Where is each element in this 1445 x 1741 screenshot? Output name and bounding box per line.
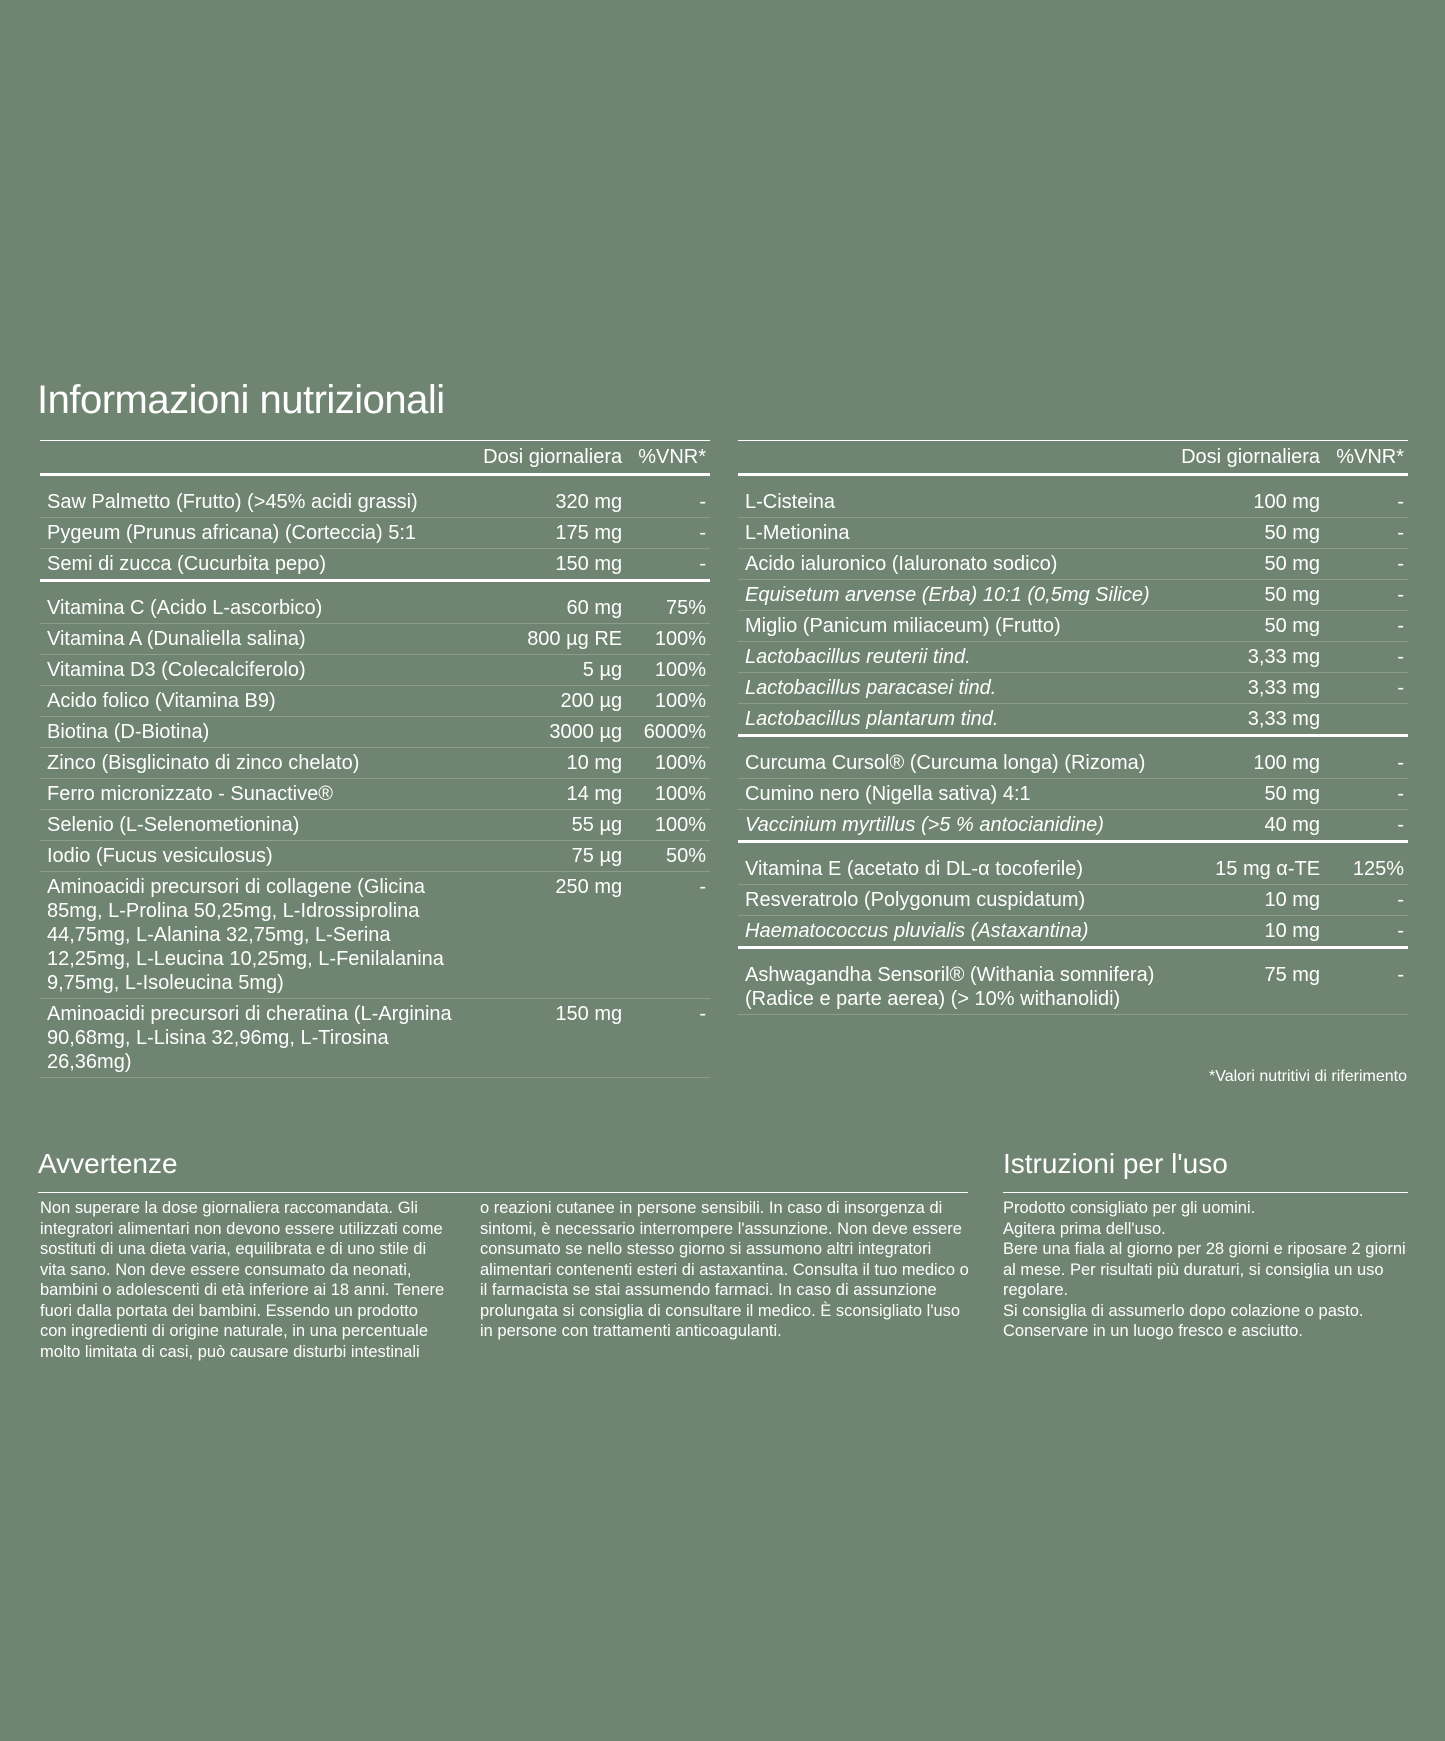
- ingredient-name: Acido folico (Vitamina B9): [40, 686, 476, 717]
- table-row: [40, 624, 710, 655]
- header-vnr: %VNR*: [630, 441, 710, 475]
- table-row: [40, 810, 710, 841]
- ingredient-name: Vitamina A (Dunaliella salina): [40, 624, 476, 655]
- ingredient-vnr: -: [1328, 611, 1408, 642]
- table-row: [40, 779, 710, 810]
- ingredient-vnr: -: [630, 872, 710, 999]
- ingredient-dose: 150 mg: [476, 999, 630, 1078]
- footnote: *Valori nutritivi di riferimento: [1209, 1068, 1407, 1085]
- ingredient-dose: 320 mg: [476, 475, 630, 518]
- ingredient-name: Vitamina E (acetato di DL-α tocoferile): [738, 842, 1174, 885]
- ingredient-dose: 40 mg: [1174, 810, 1328, 842]
- ingredient-vnr: -: [630, 475, 710, 518]
- table-row: [40, 748, 710, 779]
- ingredient-vnr: -: [1328, 885, 1408, 916]
- ingredient-vnr: 6000%: [630, 717, 710, 748]
- ingredient-dose: 75 mg: [1174, 948, 1328, 1015]
- ingredient-dose: 250 mg: [476, 872, 630, 999]
- table-header-row: [738, 441, 1408, 475]
- ingredient-vnr: -: [630, 999, 710, 1078]
- ingredient-name: Ashwagandha Sensoril® (Withania somnifera) (Radice e parte aerea) (> 10% withanolidi): [738, 948, 1174, 1015]
- table-row: [40, 655, 710, 686]
- table-row: [738, 549, 1408, 580]
- ingredient-name: Ferro micronizzato - Sunactive®: [40, 779, 476, 810]
- table-row: [40, 717, 710, 748]
- warnings-text-col1: Non superare la dose giornaliera raccomandata. Gli integratori alimentari non devono essere utilizzati come sostituti di una dieta varia, equilibrata e di uno stile di vita sano. Non deve essere consumato da neonati, bambini o adolescenti di età inferiore ai 18 anni. Tenere fuori dalla portata dei bambini. Essendo un prodotto con ingredienti di origine naturale, in una percentuale molto limitata di casi, può causare disturbi intestinali: [40, 1199, 445, 1361]
- table-row: [40, 999, 710, 1078]
- usage-line: Prodotto consigliato per gli uomini.: [1003, 1199, 1256, 1217]
- ingredient-dose: 3,33 mg: [1174, 704, 1328, 736]
- ingredient-name: Lactobacillus plantarum tind.: [738, 704, 1174, 736]
- ingredient-name: Equisetum arvense (Erba) 10:1 (0,5mg Silice): [738, 580, 1174, 611]
- ingredient-vnr: 125%: [1328, 842, 1408, 885]
- table-row: [738, 916, 1408, 948]
- ingredient-vnr: 100%: [630, 686, 710, 717]
- table-row: [738, 842, 1408, 885]
- table-row: [738, 580, 1408, 611]
- table-row: [40, 841, 710, 872]
- ingredient-name: Semi di zucca (Cucurbita pepo): [40, 549, 476, 581]
- ingredient-name: Vaccinium myrtillus (>5 % antocianidine): [738, 810, 1174, 842]
- ingredient-group: [738, 948, 1408, 1015]
- usage-line: Agitera prima dell'uso.: [1003, 1219, 1166, 1238]
- ingredient-vnr: 100%: [630, 810, 710, 841]
- header-ingredient: [738, 441, 1174, 475]
- ingredient-vnr: -: [1328, 642, 1408, 673]
- ingredient-dose: 100 mg: [1174, 736, 1328, 779]
- ingredient-name: L-Metionina: [738, 518, 1174, 549]
- ingredient-dose: 50 mg: [1174, 518, 1328, 549]
- ingredient-name: Lactobacillus reuterii tind.: [738, 642, 1174, 673]
- ingredient-dose: 200 µg: [476, 686, 630, 717]
- page-title: Informazioni nutrizionali: [37, 378, 445, 422]
- ingredient-vnr: -: [1328, 518, 1408, 549]
- ingredient-name: L-Cisteina: [738, 475, 1174, 518]
- ingredient-dose: 75 µg: [476, 841, 630, 872]
- ingredient-group: [738, 842, 1408, 948]
- ingredient-dose: 10 mg: [1174, 916, 1328, 948]
- nutrition-table-left: [40, 440, 710, 1078]
- ingredient-dose: 10 mg: [1174, 885, 1328, 916]
- ingredient-name: Aminoacidi precursori di cheratina (L-Arginina 90,68mg, L-Lisina 32,96mg, L-Tirosina 26,36mg): [40, 999, 476, 1078]
- usage-title: Istruzioni per l'uso: [1003, 1148, 1408, 1193]
- ingredient-group: [40, 581, 710, 1078]
- ingredient-vnr: -: [630, 518, 710, 549]
- ingredient-vnr: 50%: [630, 841, 710, 872]
- ingredient-vnr: -: [1328, 916, 1408, 948]
- table-row: [40, 686, 710, 717]
- ingredient-vnr: 100%: [630, 655, 710, 686]
- ingredient-name: Vitamina C (Acido L-ascorbico): [40, 581, 476, 624]
- table-row: [738, 885, 1408, 916]
- ingredient-name: Biotina (D-Biotina): [40, 717, 476, 748]
- ingredient-vnr: 75%: [630, 581, 710, 624]
- ingredient-dose: 10 mg: [476, 748, 630, 779]
- ingredient-vnr: -: [1328, 810, 1408, 842]
- table-row: [738, 810, 1408, 842]
- usage-line: Si consiglia di assumerlo dopo colazione o pasto.: [1003, 1301, 1364, 1320]
- nutrition-table-right: [738, 440, 1408, 1015]
- ingredient-name: Resveratrolo (Polygonum cuspidatum): [738, 885, 1174, 916]
- ingredient-dose: 175 mg: [476, 518, 630, 549]
- ingredient-vnr: -: [1328, 948, 1408, 1015]
- ingredient-dose: 50 mg: [1174, 580, 1328, 611]
- ingredient-name: Vitamina D3 (Colecalciferolo): [40, 655, 476, 686]
- ingredient-name: Saw Palmetto (Frutto) (>45% acidi grassi): [40, 475, 476, 518]
- header-ingredient: [40, 441, 476, 475]
- ingredient-dose: 50 mg: [1174, 779, 1328, 810]
- ingredient-dose: 3,33 mg: [1174, 673, 1328, 704]
- header-vnr: %VNR*: [1328, 441, 1408, 475]
- ingredient-dose: 150 mg: [476, 549, 630, 581]
- ingredient-vnr: 100%: [630, 624, 710, 655]
- table-row: [738, 673, 1408, 704]
- usage-text: [1003, 1198, 1408, 1342]
- ingredient-group: [738, 475, 1408, 736]
- ingredient-vnr: -: [1328, 779, 1408, 810]
- table-row: [40, 518, 710, 549]
- usage-line: Bere una fiala al giorno per 28 giorni e riposare 2 giorni al mese. Per risultati più duraturi, si consiglia un uso regolare.: [1003, 1240, 1406, 1299]
- ingredient-dose: 3,33 mg: [1174, 642, 1328, 673]
- table-row: [738, 779, 1408, 810]
- ingredient-vnr: 100%: [630, 779, 710, 810]
- ingredient-dose: 50 mg: [1174, 549, 1328, 580]
- table-row: [738, 704, 1408, 736]
- ingredient-vnr: -: [1328, 673, 1408, 704]
- ingredient-name: Haematococcus pluvialis (Astaxantina): [738, 916, 1174, 948]
- ingredient-name: Miglio (Panicum miliaceum) (Frutto): [738, 611, 1174, 642]
- table-row: [738, 475, 1408, 518]
- ingredient-dose: 3000 µg: [476, 717, 630, 748]
- ingredient-vnr: -: [1328, 580, 1408, 611]
- ingredient-name: Aminoacidi precursori di collagene (Glicina 85mg, L-Prolina 50,25mg, L-Idrossiprolina 44,75mg, L-Alanina 32,75mg, L-Serina 12,25mg, L-Leucina 10,25mg, L-Fenilalanina 9,75mg, L-Isoleucina 5mg): [40, 872, 476, 999]
- ingredient-dose: 60 mg: [476, 581, 630, 624]
- ingredient-name: Iodio (Fucus vesiculosus): [40, 841, 476, 872]
- table-row: [40, 581, 710, 624]
- ingredient-dose: 15 mg α-TE: [1174, 842, 1328, 885]
- ingredient-name: Pygeum (Prunus africana) (Corteccia) 5:1: [40, 518, 476, 549]
- ingredient-name: Acido ialuronico (Ialuronato sodico): [738, 549, 1174, 580]
- ingredient-vnr: 100%: [630, 748, 710, 779]
- ingredient-group: [40, 475, 710, 581]
- ingredient-name: Selenio (L-Selenometionina): [40, 810, 476, 841]
- ingredient-name: Zinco (Bisglicinato di zinco chelato): [40, 748, 476, 779]
- table-row: [40, 872, 710, 999]
- warnings-text-col2: o reazioni cutanee in persone sensibili. In caso di insorgenza di sintomi, è necessario interrompere l'assunzione. Non deve essere consumato se nello stesso giorno si assumono altri integratori alimentari contenenti esteri di astaxantina. Consulta il tuo medico o il farmacista se stai assumendo farmaci. In caso di assunzione prolungata si consiglia di consultare il medico. È sconsigliato l'uso in persone con trattamenti anticoagulanti.: [480, 1199, 969, 1340]
- ingredient-dose: 14 mg: [476, 779, 630, 810]
- header-dose: Dosi giornaliera: [1174, 441, 1328, 475]
- ingredient-vnr: [1328, 704, 1408, 736]
- table-row: [738, 948, 1408, 1015]
- table-row: [738, 642, 1408, 673]
- ingredient-name: Lactobacillus paracasei tind.: [738, 673, 1174, 704]
- ingredient-dose: 55 µg: [476, 810, 630, 841]
- ingredient-vnr: -: [1328, 475, 1408, 518]
- table-row: [738, 611, 1408, 642]
- ingredient-dose: 100 mg: [1174, 475, 1328, 518]
- table-row: [738, 518, 1408, 549]
- usage-line: Conservare in un luogo fresco e asciutto.: [1003, 1322, 1303, 1340]
- ingredient-group: [738, 736, 1408, 842]
- header-dose: Dosi giornaliera: [476, 441, 630, 475]
- ingredient-vnr: -: [1328, 549, 1408, 580]
- ingredient-name: Cumino nero (Nigella sativa) 4:1: [738, 779, 1174, 810]
- ingredient-dose: 5 µg: [476, 655, 630, 686]
- warnings-title: Avvertenze: [38, 1148, 968, 1193]
- ingredient-dose: 50 mg: [1174, 611, 1328, 642]
- ingredient-vnr: -: [630, 549, 710, 581]
- table-row: [40, 475, 710, 518]
- table-row: [40, 549, 710, 581]
- ingredient-vnr: -: [1328, 736, 1408, 779]
- ingredient-name: Curcuma Cursol® (Curcuma longa) (Rizoma): [738, 736, 1174, 779]
- table-row: [738, 736, 1408, 779]
- table-header-row: [40, 441, 710, 475]
- ingredient-dose: 800 µg RE: [476, 624, 630, 655]
